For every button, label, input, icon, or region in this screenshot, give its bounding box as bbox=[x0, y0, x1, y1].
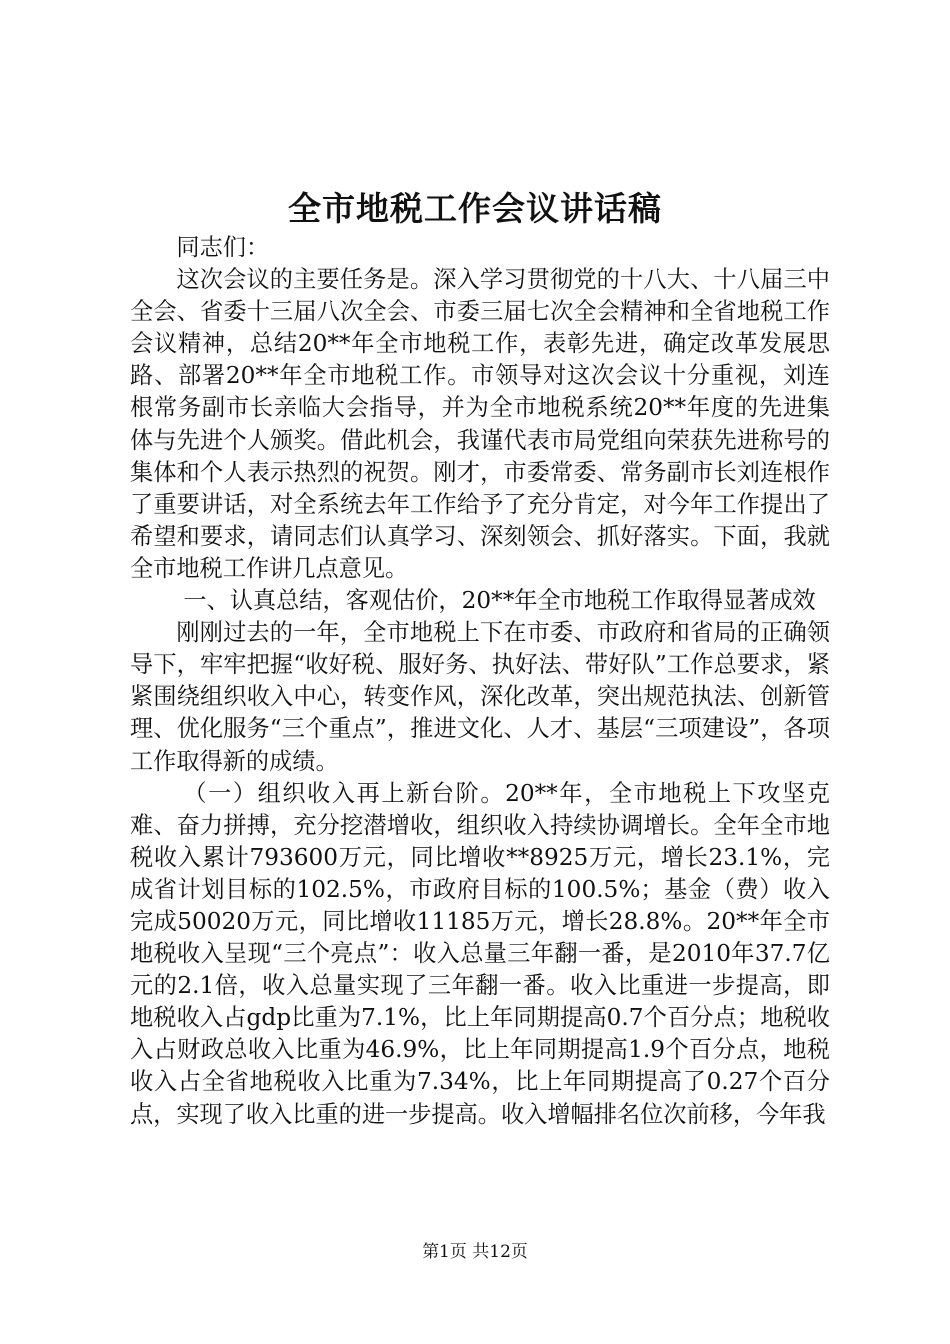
document-body bbox=[130, 232, 830, 1131]
body-paragraph: （一）组织收入再上新台阶。20**年，全市地税上下攻坚克难、奋力拼搏，充分挖潜增收，组织收入持续协调增长。全年全市地税收入累计793600万元，同比增收**8925万元，增长23.1%，完成省计划目标的102.5%，市政府目标的100.5%；基金（费）收入完成50020万元，同比增收11185万元，增长28.8%。20**年全市地税收入呈现“三个亮点”：收入总量三年翻一番，是2010年37.7亿元的2.1倍，收入总量实现了三年翻一番。收入比重进一步提高，即地税收入占gdp比重为7.1%，比上年同期提高0.7个百分点；地税收入占财政总收入比重为46.9%，比上年同期提高1.9个百分点，地税收入占全省地税收入比重为7.34%，比上年同期提高了0.27个百分点，实现了收入比重的进一步提高。收入增幅排名位次前移，今年我 bbox=[130, 779, 830, 1128]
page-footer: 第1页 共12页 bbox=[422, 1242, 528, 1262]
body-paragraph: 刚刚过去的一年，全市地税上下在市委、市政府和省局的正确领导下，牢牢把握“收好税、服好务、执好法、带好队”工作总要求，紧紧围绕组织收入中心，转变作风，深化改革，突出规范执法、创新管理、优化服务“三个重点”，推进文化、人才、基层“三项建设”，各项工作取得新的成绩。 bbox=[130, 619, 830, 775]
section-heading: 一、认真总结，客观估价，20**年全市地税工作取得显著成效 bbox=[183, 587, 816, 615]
body-paragraph: 这次会议的主要任务是。深入学习贯彻党的十八大、十八届三中全会、省委十三届八次全会、市委三届七次全会精神和全省地税工作会议精神，总结20**年全市地税工作，表彰先进，确定改革发展思路、部署20**年全市地税工作。市领导对这次会议十分重视，刘连根常务副市长亲临大会指导，并为全市地税系统20**年度的先进集体与先进个人颁奖。借此机会，我谨代表市局党组向荣获先进称号的集体和个人表示热烈的祝贺。刚才，市委常委、常务副市长刘连根作了重要讲话，对全系统去年工作给予了充分肯定，对今年工作提出了希望和要求，请同志们认真学习、深刻领会、抓好落实。下面，我就全市地税工作讲几点意见。 bbox=[130, 266, 830, 582]
document-title: 全市地税工作会议讲话稿 bbox=[288, 189, 662, 228]
greeting-paragraph: 同志们： bbox=[176, 234, 270, 261]
